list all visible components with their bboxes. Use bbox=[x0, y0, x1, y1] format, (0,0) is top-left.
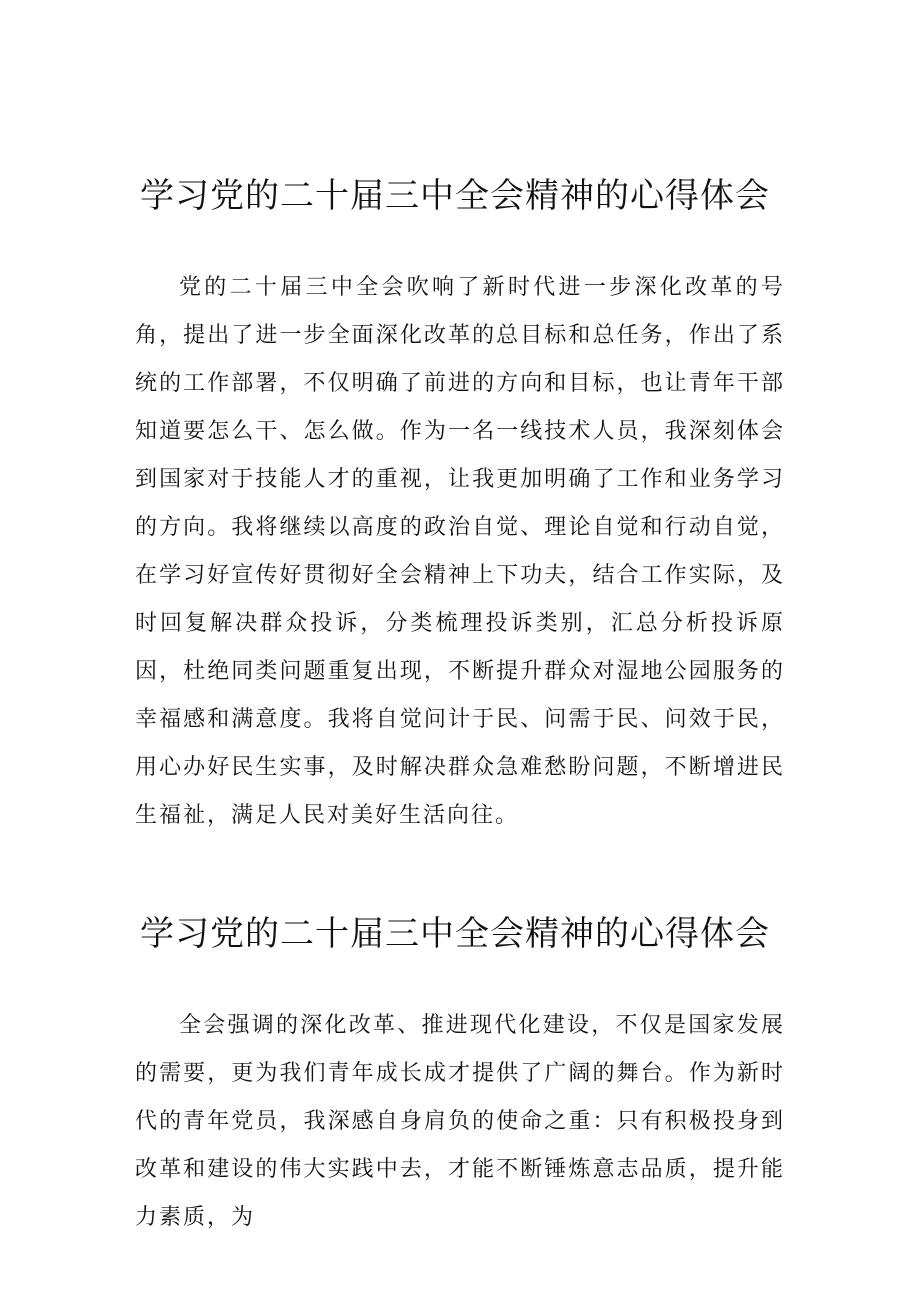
section-1-title: 学习党的二十届三中全会精神的心得体会 bbox=[140, 176, 770, 216]
section-1-paragraph: 党的二十届三中全会吹响了新时代进一步深化改革的号角，提出了进一步全面深化改革的总目标和总任务，作出了系统的工作部署，不仅明确了前进的方向和目标，也让青年干部知道要怎么干、怎么做。作为一名一线技术人员，我深刻体会到国家对于技能人才的重视，让我更加明确了工作和业务学习的方向。我将继续以高度的政治自觉、理论自觉和行动自觉，在学习好宣传好贯彻好全会精神上下功夫，结合工作实际，及时回复解决群众投诉，分类梳理投诉类别，汇总分析投诉原因，杜绝同类问题重复出现，不断提升群众对湿地公园服务的幸福感和满意度。我将自觉问计于民、问需于民、问效于民，用心办好民生实事，及时解决群众急难愁盼问题，不断增进民生福祉，满足人民对美好生活向往。 bbox=[135, 275, 785, 828]
section-2-title: 学习党的二十届三中全会精神的心得体会 bbox=[140, 914, 770, 954]
section-2-paragraph: 全会强调的深化改革、推进现代化建设，不仅是国家发展的需要，更为我们青年成长成才提供了广阔的舞台。作为新时代的青年党员，我深感自身肩负的使命之重：只有积极投身到改革和建设的伟大实践中去，才能不断锤炼意志品质，提升能力素质，为 bbox=[135, 1013, 785, 1230]
